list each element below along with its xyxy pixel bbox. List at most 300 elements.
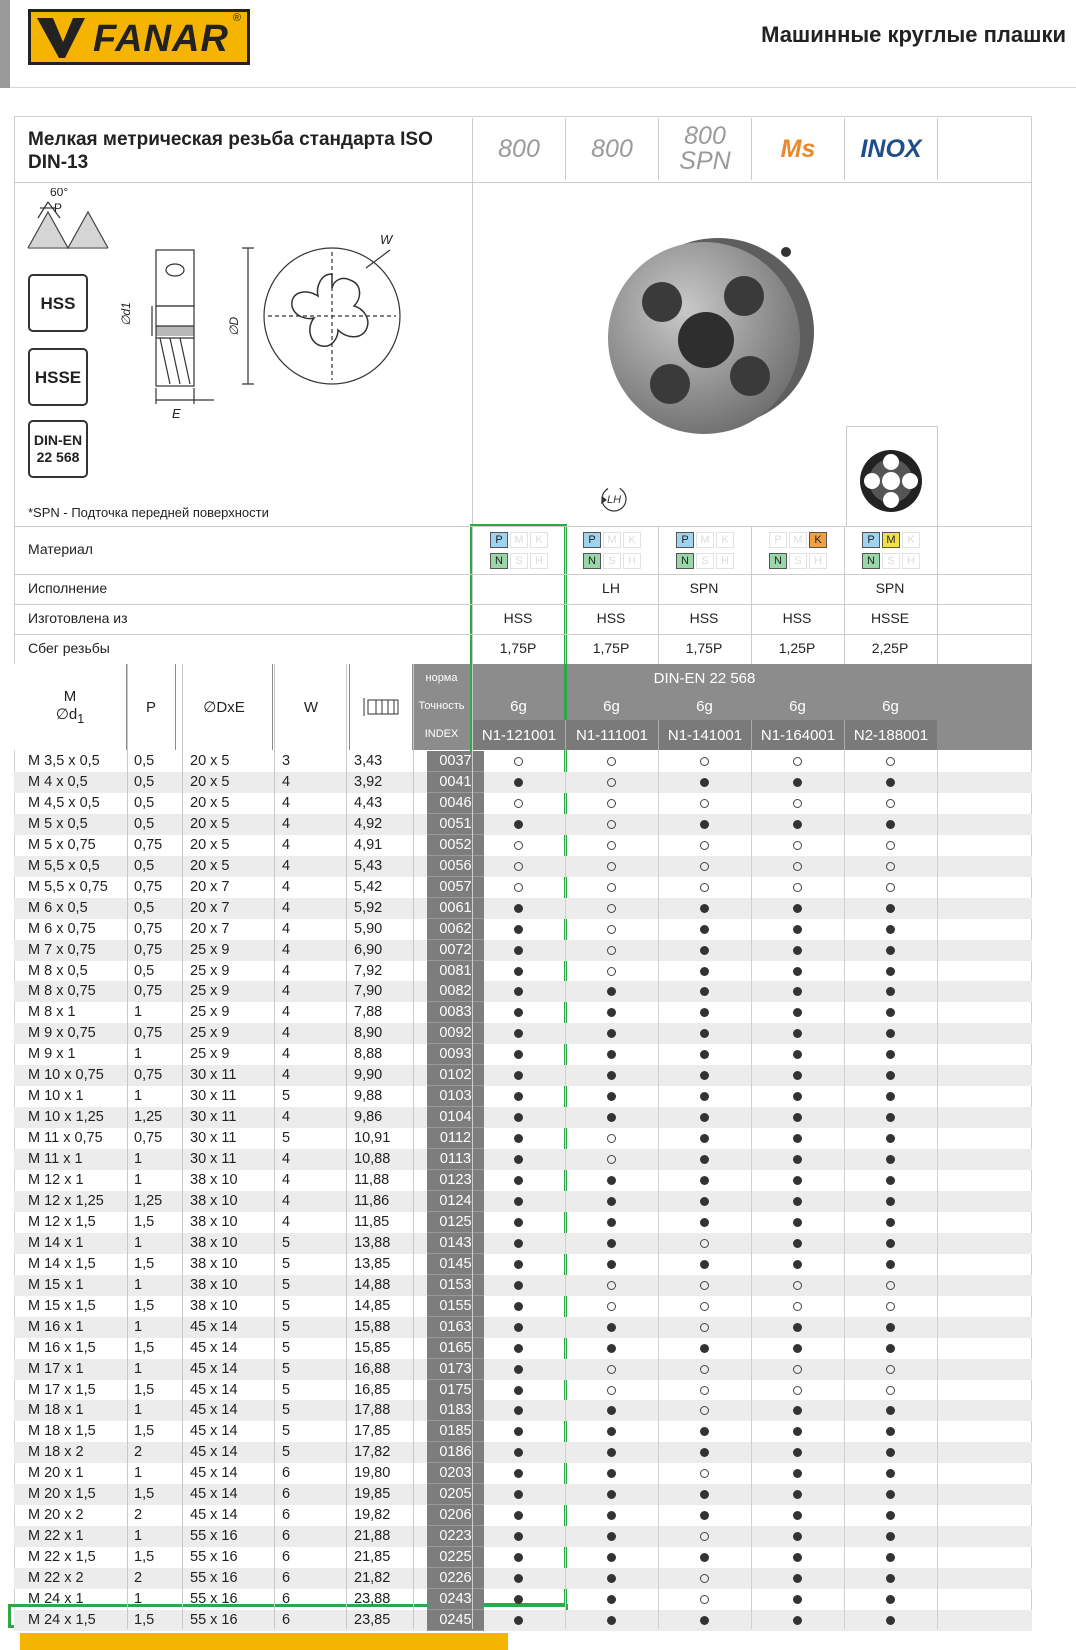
available-dot-icon — [886, 1092, 895, 1101]
available-dot-icon — [607, 1406, 616, 1415]
available-dot-icon — [607, 1574, 616, 1583]
cell-m: M 18 x 2 — [28, 1444, 84, 1461]
on-request-dot-icon — [700, 1532, 709, 1541]
cell-m: M 9 x 0,75 — [28, 1025, 96, 1042]
cell-d1: 5,90 — [354, 920, 383, 937]
available-dot-icon — [700, 925, 709, 934]
property-value: 1,75P — [685, 640, 723, 656]
table-row — [14, 1065, 1032, 1086]
article-code: N1-164001 — [751, 720, 844, 750]
material-p-badge: P — [583, 532, 601, 548]
fanar-logo — [28, 9, 250, 65]
cell-dxe: 55 x 16 — [190, 1549, 238, 1566]
cell-p: 1 — [134, 1318, 143, 1335]
available-dot-icon — [514, 1406, 523, 1415]
cell-d1: 4,92 — [354, 815, 383, 832]
available-dot-icon — [886, 1553, 895, 1562]
available-dot-icon — [514, 1008, 523, 1017]
table-row — [14, 1484, 1032, 1505]
cell-index: 0062 — [427, 919, 484, 940]
available-dot-icon — [700, 1029, 709, 1038]
cell-p: 1 — [134, 1465, 143, 1482]
available-dot-icon — [793, 946, 802, 955]
cell-m: M 24 x 1 — [28, 1591, 84, 1607]
material-k-badge: K — [809, 532, 827, 548]
divider — [472, 526, 473, 664]
available-dot-icon — [886, 1008, 895, 1017]
divider — [14, 182, 1032, 183]
cell-m: M 8 x 0,75 — [28, 983, 96, 1000]
available-dot-icon — [607, 1323, 616, 1332]
cell-d1: 3,43 — [354, 753, 383, 769]
on-request-dot-icon — [793, 1365, 802, 1374]
col-p-header: P — [127, 664, 175, 750]
table-row — [14, 1086, 1032, 1107]
available-dot-icon — [793, 1176, 802, 1185]
cell-index: 0223 — [427, 1526, 484, 1547]
accuracy-value: 6g — [882, 697, 899, 715]
norm-value: DIN-EN 22 568 — [653, 669, 756, 687]
accuracy-value: 6g — [603, 697, 620, 715]
cell-d1: 14,88 — [354, 1276, 391, 1293]
col-m-header — [14, 664, 126, 750]
cell-d1: 8,90 — [354, 1025, 383, 1042]
on-request-dot-icon — [607, 820, 616, 829]
available-dot-icon — [607, 1239, 616, 1248]
material-h-badge: H — [902, 553, 920, 569]
on-request-dot-icon — [700, 1239, 709, 1248]
available-dot-icon — [793, 1532, 802, 1541]
cell-index: 0175 — [427, 1380, 484, 1401]
cell-p: 1 — [134, 1402, 143, 1419]
cell-index: 0145 — [427, 1254, 484, 1275]
available-dot-icon — [514, 1239, 523, 1248]
on-request-dot-icon — [514, 862, 523, 871]
cell-w: 4 — [282, 1109, 291, 1126]
on-request-dot-icon — [886, 1386, 895, 1395]
on-request-dot-icon — [514, 757, 523, 766]
cell-m: M 17 x 1 — [28, 1360, 84, 1377]
cell-index: 0245 — [427, 1610, 484, 1631]
cell-d1: 14,85 — [354, 1297, 391, 1314]
divider — [937, 750, 938, 1629]
on-request-dot-icon — [793, 1302, 802, 1311]
available-dot-icon — [886, 1197, 895, 1206]
property-label: Материал — [28, 541, 93, 557]
on-request-dot-icon — [607, 1302, 616, 1311]
table-row — [14, 1589, 1032, 1610]
available-dot-icon — [700, 904, 709, 913]
on-request-dot-icon — [793, 799, 802, 808]
available-dot-icon — [514, 1281, 523, 1290]
pitch-label: P — [54, 201, 63, 215]
cell-index: 0173 — [427, 1359, 484, 1380]
cell-index: 0124 — [427, 1191, 484, 1212]
available-dot-icon — [886, 1176, 895, 1185]
on-request-dot-icon — [700, 1574, 709, 1583]
material-n-badge: N — [490, 553, 508, 569]
cell-w: 6 — [282, 1486, 291, 1503]
available-dot-icon — [793, 1323, 802, 1332]
cell-dxe: 30 x 11 — [190, 1151, 237, 1168]
available-dot-icon — [514, 1532, 523, 1541]
on-request-dot-icon — [700, 883, 709, 892]
cell-dxe: 20 x 5 — [190, 794, 230, 811]
on-request-dot-icon — [700, 1595, 709, 1604]
col-d1-label: $\emptyset d_1$ — [55, 706, 85, 726]
available-dot-icon — [886, 1239, 895, 1248]
material-k-badge: K — [716, 532, 734, 548]
available-dot-icon — [514, 1092, 523, 1101]
cell-m: M 12 x 1 — [28, 1172, 84, 1188]
cell-w: 4 — [282, 815, 291, 832]
cell-d1: 9,88 — [354, 1088, 383, 1105]
cell-dxe: 45 x 14 — [190, 1465, 238, 1482]
available-dot-icon — [700, 778, 709, 787]
available-dot-icon — [793, 1260, 802, 1269]
available-dot-icon — [886, 1532, 895, 1541]
available-dot-icon — [607, 987, 616, 996]
cell-p: 0,5 — [134, 753, 155, 769]
available-dot-icon — [793, 1008, 802, 1017]
cell-index: 0056 — [427, 856, 484, 877]
available-dot-icon — [700, 987, 709, 996]
cell-w: 4 — [282, 1004, 291, 1021]
available-dot-icon — [607, 1260, 616, 1269]
cell-m: M 20 x 2 — [28, 1507, 84, 1524]
available-dot-icon — [886, 925, 895, 934]
available-dot-icon — [607, 1448, 616, 1457]
lh-icon-label: LH — [607, 494, 622, 506]
table-row — [14, 1233, 1032, 1254]
available-dot-icon — [514, 1323, 523, 1332]
available-dot-icon — [607, 1197, 616, 1206]
cell-index: 0081 — [427, 961, 484, 982]
cell-w: 4 — [282, 773, 291, 790]
accuracy-label: Точность — [418, 700, 465, 712]
cell-dxe: 20 x 5 — [190, 815, 230, 832]
material-k-badge: K — [623, 532, 641, 548]
cell-index: 0205 — [427, 1484, 484, 1505]
cell-dxe: 38 x 10 — [190, 1213, 238, 1230]
cell-m: M 4,5 x 0,5 — [28, 794, 100, 811]
available-dot-icon — [607, 1176, 616, 1185]
cell-w: 5 — [282, 1360, 291, 1377]
available-dot-icon — [793, 1344, 802, 1353]
cell-m: M 5,5 x 0,75 — [28, 878, 108, 895]
cell-dxe: 20 x 5 — [190, 753, 230, 769]
cell-p: 1,25 — [134, 1109, 163, 1126]
available-dot-icon — [607, 1553, 616, 1562]
cell-w: 5 — [282, 1381, 291, 1398]
cell-index: 0092 — [427, 1023, 484, 1044]
on-request-dot-icon — [700, 1365, 709, 1374]
cell-dxe: 25 x 9 — [190, 1025, 230, 1042]
cell-dxe: 55 x 16 — [190, 1611, 238, 1628]
table-row — [14, 1526, 1032, 1547]
available-dot-icon — [700, 1092, 709, 1101]
material-k-badge: K — [530, 532, 548, 548]
cell-w: 4 — [282, 983, 291, 1000]
accuracy-value: 6g — [789, 697, 806, 715]
available-dot-icon — [700, 1176, 709, 1185]
cell-dxe: 38 x 10 — [190, 1172, 238, 1188]
index-label: INDEX — [424, 728, 459, 740]
cell-dxe: 30 x 11 — [190, 1130, 237, 1147]
article-code: N2-188001 — [844, 720, 937, 750]
cell-d1: 23,88 — [354, 1591, 391, 1607]
available-dot-icon — [514, 1050, 523, 1059]
footer-bar — [20, 1633, 508, 1650]
on-request-dot-icon — [886, 799, 895, 808]
cell-index: 0082 — [427, 981, 484, 1002]
table-row — [14, 1463, 1032, 1484]
available-dot-icon — [700, 1218, 709, 1227]
on-request-dot-icon — [607, 778, 616, 787]
on-request-dot-icon — [514, 883, 523, 892]
brand-label: 800 — [565, 118, 658, 180]
cell-dxe: 30 x 11 — [190, 1109, 237, 1126]
col-w-header: W — [273, 664, 349, 750]
cell-d1: 13,85 — [354, 1255, 391, 1272]
on-request-dot-icon — [886, 1281, 895, 1290]
available-dot-icon — [700, 1448, 709, 1457]
cell-p: 1 — [134, 1591, 143, 1607]
property-value: 2,25P — [871, 640, 909, 656]
divider — [413, 664, 414, 1629]
available-dot-icon — [514, 820, 523, 829]
available-dot-icon — [886, 1448, 895, 1457]
cell-d1: 9,86 — [354, 1109, 383, 1126]
table-row — [14, 1442, 1032, 1463]
cell-d1: 21,82 — [354, 1570, 391, 1587]
cell-dxe: 20 x 5 — [190, 857, 230, 874]
cell-m: M 24 x 1,5 — [28, 1611, 96, 1628]
cell-index: 0243 — [427, 1589, 484, 1610]
table-row — [14, 961, 1032, 982]
on-request-dot-icon — [700, 1281, 709, 1290]
cell-p: 1 — [134, 1151, 143, 1168]
table-row — [14, 1254, 1032, 1275]
cell-m: M 17 x 1,5 — [28, 1381, 96, 1398]
angle-label: 60° — [50, 188, 69, 199]
cell-index: 0083 — [427, 1002, 484, 1023]
cell-d1: 21,85 — [354, 1549, 391, 1566]
table-row — [14, 1568, 1032, 1589]
cell-w: 6 — [282, 1570, 291, 1587]
available-dot-icon — [793, 1155, 802, 1164]
cell-p: 1 — [134, 1528, 143, 1545]
available-dot-icon — [793, 1490, 802, 1499]
cell-w: 5 — [282, 1318, 291, 1335]
available-dot-icon — [514, 946, 523, 955]
cell-p: 1 — [134, 1360, 143, 1377]
table-row — [14, 1338, 1032, 1359]
cell-w: 5 — [282, 1402, 291, 1419]
material-h-badge: H — [716, 553, 734, 569]
available-dot-icon — [700, 1511, 709, 1520]
cell-d1: 5,43 — [354, 857, 383, 874]
cell-m: M 22 x 2 — [28, 1570, 84, 1587]
on-request-dot-icon — [700, 1386, 709, 1395]
available-dot-icon — [793, 1406, 802, 1415]
cell-index: 0183 — [427, 1400, 484, 1421]
divider — [937, 118, 938, 180]
available-dot-icon — [514, 1029, 523, 1038]
available-dot-icon — [886, 1155, 895, 1164]
cell-d1: 15,85 — [354, 1339, 391, 1356]
available-dot-icon — [514, 1344, 523, 1353]
available-dot-icon — [793, 820, 802, 829]
cell-m: M 20 x 1 — [28, 1465, 84, 1482]
cell-w: 6 — [282, 1549, 291, 1566]
cell-dxe: 38 x 10 — [190, 1192, 238, 1209]
material-badges — [583, 532, 659, 570]
table-row — [14, 1317, 1032, 1338]
cell-m: M 22 x 1,5 — [28, 1549, 96, 1566]
cell-index: 0165 — [427, 1338, 484, 1359]
available-dot-icon — [700, 946, 709, 955]
on-request-dot-icon — [886, 757, 895, 766]
cell-p: 1,5 — [134, 1486, 155, 1503]
w-label: W — [380, 232, 393, 247]
available-dot-icon — [886, 1406, 895, 1415]
cell-index: 0203 — [427, 1463, 484, 1484]
available-dot-icon — [793, 1239, 802, 1248]
on-request-dot-icon — [607, 841, 616, 850]
cell-w: 4 — [282, 1151, 291, 1168]
table-row — [14, 1275, 1032, 1296]
cell-m: M 14 x 1,5 — [28, 1255, 96, 1272]
tap-icon — [356, 692, 406, 722]
divider — [472, 750, 473, 1629]
on-request-dot-icon — [886, 1302, 895, 1311]
on-request-dot-icon — [700, 841, 709, 850]
v-logo-icon — [33, 12, 89, 62]
cell-index: 0155 — [427, 1296, 484, 1317]
on-request-dot-icon — [607, 883, 616, 892]
on-request-dot-icon — [607, 799, 616, 808]
cell-m: M 8 x 1 — [28, 1004, 76, 1021]
on-request-dot-icon — [886, 1365, 895, 1374]
cell-d1: 5,42 — [354, 878, 383, 895]
logo-registered-mark: ® — [232, 12, 241, 24]
divider — [844, 750, 845, 1629]
property-value: LH — [602, 580, 620, 596]
table-row — [14, 1107, 1032, 1128]
cell-d1: 19,80 — [354, 1465, 391, 1482]
cell-d1: 10,91 — [354, 1130, 391, 1147]
cell-w: 6 — [282, 1465, 291, 1482]
on-request-dot-icon — [700, 799, 709, 808]
available-dot-icon — [793, 1092, 802, 1101]
cell-w: 5 — [282, 1423, 291, 1440]
available-dot-icon — [514, 1176, 523, 1185]
property-label: Исполнение — [28, 580, 108, 596]
available-dot-icon — [514, 1197, 523, 1206]
article-code: N1-111001 — [565, 720, 658, 750]
material-p-badge: P — [676, 532, 694, 548]
material-s-badge: S — [789, 553, 807, 569]
available-dot-icon — [514, 1595, 523, 1604]
cell-p: 2 — [134, 1570, 143, 1587]
available-dot-icon — [514, 1511, 523, 1520]
brand-label: 800 SPN — [658, 118, 751, 180]
cell-p: 0,75 — [134, 920, 163, 937]
available-dot-icon — [886, 1029, 895, 1038]
cell-index: 0143 — [427, 1233, 484, 1254]
on-request-dot-icon — [607, 946, 616, 955]
cell-m: M 22 x 1 — [28, 1528, 84, 1545]
table-row — [14, 1023, 1032, 1044]
available-dot-icon — [886, 1218, 895, 1227]
table-row — [14, 772, 1032, 793]
available-dot-icon — [886, 1595, 895, 1604]
on-request-dot-icon — [793, 1281, 802, 1290]
norm-label: норма — [425, 672, 458, 684]
table-row — [14, 1128, 1032, 1149]
cell-dxe: 20 x 7 — [190, 878, 230, 895]
col-d1-sub: 1 — [77, 712, 85, 726]
available-dot-icon — [514, 1448, 523, 1457]
cell-d1: 4,91 — [354, 836, 383, 853]
cell-w: 4 — [282, 794, 291, 811]
table-row — [14, 1421, 1032, 1442]
available-dot-icon — [793, 1448, 802, 1457]
table-row — [14, 856, 1032, 877]
available-dot-icon — [514, 904, 523, 913]
available-dot-icon — [793, 1113, 802, 1122]
available-dot-icon — [700, 1427, 709, 1436]
available-dot-icon — [700, 1260, 709, 1269]
cell-m: M 18 x 1 — [28, 1402, 84, 1419]
cell-p: 1,5 — [134, 1549, 155, 1566]
material-m-badge: M — [510, 532, 528, 548]
available-dot-icon — [607, 1218, 616, 1227]
table-row — [14, 1400, 1032, 1421]
table-row — [14, 835, 1032, 856]
table-row — [14, 981, 1032, 1002]
material-n-badge: N — [769, 553, 787, 569]
on-request-dot-icon — [886, 862, 895, 871]
col-dxe-header: ∅DxE — [176, 664, 272, 750]
cell-index: 0113 — [427, 1149, 484, 1170]
cell-dxe: 25 x 9 — [190, 962, 230, 979]
article-code: N1-121001 — [472, 720, 565, 750]
available-dot-icon — [793, 967, 802, 976]
cell-m: M 15 x 1,5 — [28, 1297, 96, 1314]
available-dot-icon — [700, 1134, 709, 1143]
available-dot-icon — [886, 1050, 895, 1059]
material-m-badge: M — [882, 532, 900, 548]
brand-label: INOX — [844, 118, 937, 180]
available-dot-icon — [700, 1197, 709, 1206]
cell-w: 4 — [282, 920, 291, 937]
cell-m: M 14 x 1 — [28, 1234, 84, 1251]
available-dot-icon — [607, 1490, 616, 1499]
available-dot-icon — [886, 1469, 895, 1478]
on-request-dot-icon — [607, 1155, 616, 1164]
available-dot-icon — [607, 1008, 616, 1017]
cell-w: 4 — [282, 962, 291, 979]
available-dot-icon — [886, 1574, 895, 1583]
cell-m: M 9 x 1 — [28, 1046, 76, 1063]
material-h-badge: H — [530, 553, 548, 569]
available-dot-icon — [793, 925, 802, 934]
available-dot-icon — [607, 1071, 616, 1080]
cell-dxe: 20 x 7 — [190, 899, 230, 916]
cell-w: 4 — [282, 878, 291, 895]
